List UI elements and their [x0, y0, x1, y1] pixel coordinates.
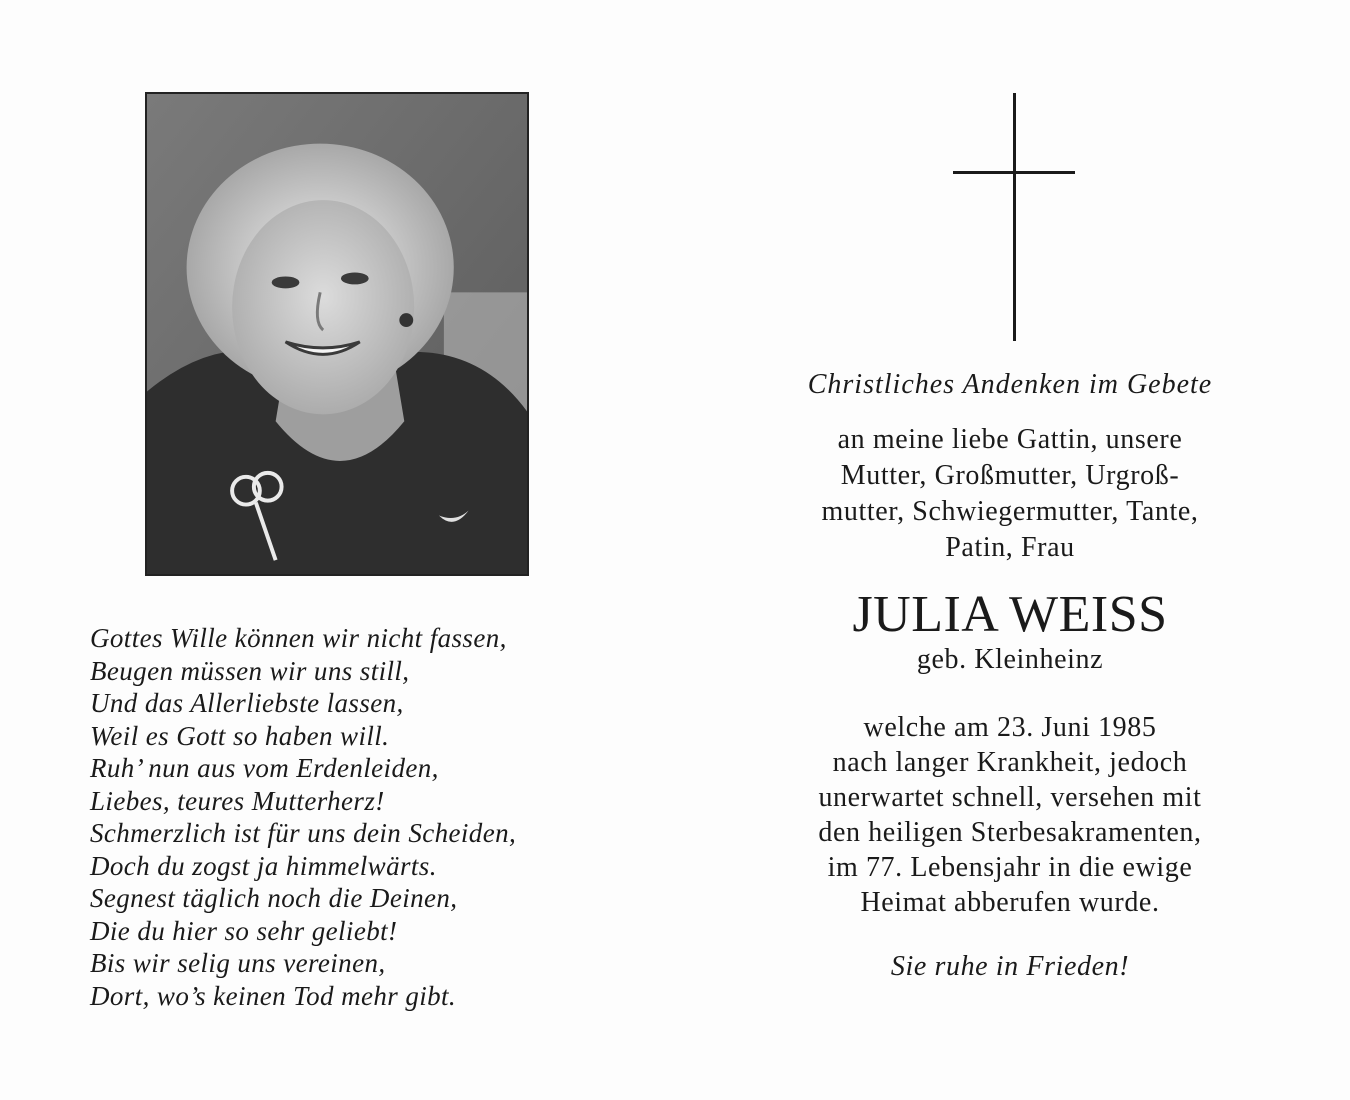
- maiden-name: geb. Kleinheinz: [916, 644, 1104, 675]
- poem-line: Segnest täglich noch die Deinen,: [90, 883, 458, 913]
- death-notice-line: nach langer Krankheit, jedoch: [832, 747, 1188, 778]
- death-notice-line: im 77. Lebensjahr in die ewige: [827, 852, 1193, 883]
- death-notice-line: welche am 23. Juni 1985: [863, 712, 1157, 743]
- cross-icon: [953, 93, 1075, 341]
- poem-line: Beugen müssen wir uns still,: [90, 655, 410, 686]
- poem-line: Schmerzlich ist für uns dein Scheiden,: [90, 818, 517, 848]
- poem-line: Bis wir selig uns vereinen,: [90, 948, 386, 978]
- dedication-line: an meine liebe Gattin, unsere: [837, 424, 1183, 455]
- poem-line: Doch du zogst ja himmelwärts.: [90, 850, 437, 881]
- death-notice-line: Heimat abberufen wurde.: [860, 887, 1160, 918]
- poem-line: Und das Allerliebste lassen,: [90, 688, 404, 718]
- dedication: [740, 422, 1280, 566]
- deceased-name: JULIA WEISS: [852, 586, 1168, 643]
- poem-line: Ruh’ nun aus vom Erdenleiden,: [90, 753, 439, 783]
- cross-vertical-bar: [1013, 93, 1016, 341]
- dedication-line: mutter, Schwiegermutter, Tante,: [821, 496, 1199, 527]
- poem-line: Liebes, teures Mutterherz!: [90, 785, 385, 816]
- closing-blessing: Sie ruhe in Frieden!: [890, 951, 1130, 982]
- death-notice: [740, 710, 1280, 920]
- portrait-photo: [145, 92, 529, 576]
- poem-line: Weil es Gott so haben will.: [90, 720, 390, 751]
- poem-line: Dort, wo’s keinen Tod mehr gibt.: [90, 980, 457, 1011]
- death-notice-line: unerwartet schnell, versehen mit: [818, 782, 1202, 813]
- memorial-heading: Christliches Andenken im Gebete: [807, 369, 1213, 400]
- memorial-text: [740, 368, 1280, 984]
- poem: [90, 622, 610, 1012]
- poem-line: Die du hier so sehr geliebt!: [90, 915, 398, 946]
- poem-line: Gottes Wille können wir nicht fassen,: [90, 623, 507, 653]
- cross-horizontal-bar: [953, 171, 1075, 174]
- dedication-line: Patin, Frau: [945, 532, 1075, 563]
- dedication-line: Mutter, Großmutter, Urgroß-: [840, 460, 1180, 491]
- death-notice-line: den heiligen Sterbesakramenten,: [818, 817, 1202, 848]
- portrait-illustration: [147, 94, 527, 574]
